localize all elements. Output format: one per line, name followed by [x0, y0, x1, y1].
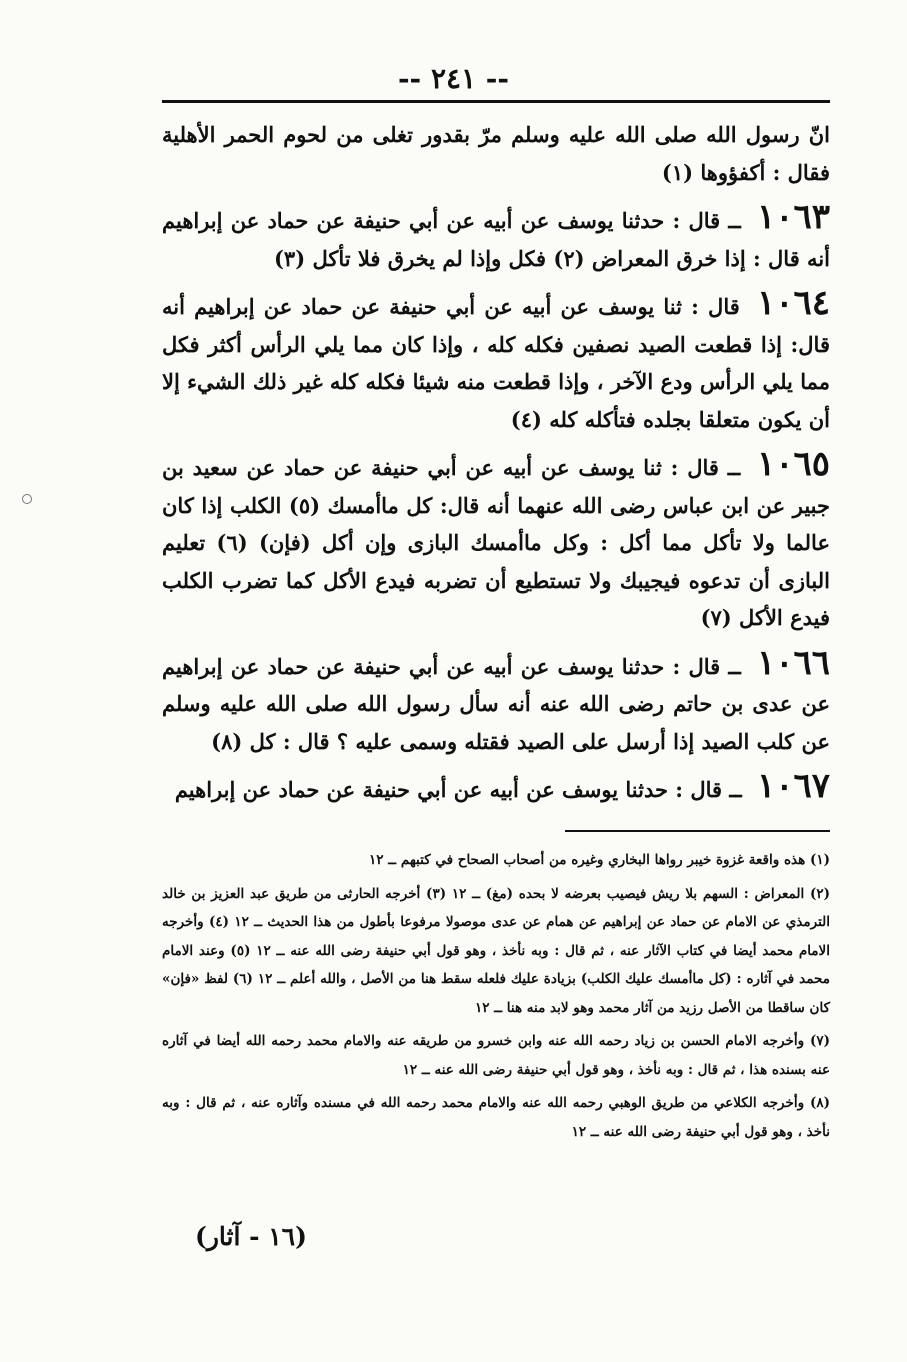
footnotes	[162, 846, 830, 1151]
header-rule	[162, 100, 830, 103]
footnote-rule	[565, 830, 830, 832]
footnote-1: (١) هذه واقعة غزوة خيبر رواها البخاري وغيره من أصحاب الصحاح في كتبهم ــ ١٢	[369, 852, 830, 868]
page-number: -- ٢٤١ --	[397, 62, 510, 95]
hadith-number: ١٠٦٤	[756, 283, 830, 323]
hadith-number: ١٠٦٦	[756, 642, 831, 683]
hadith-text: ــ قال : ثنا يوسف عن أبيه عن أبي حنيفة عن حماد عن سعيد بن جبير عن ابن عباس رضى الله عنهما أنه قال: كل ماأمسك (٥) الكلب إذا كان عالما ولا تأكل مما أكل : وكل ماأمسك البازى وإن أكل (فإن) (٦) تعليم البازى أن تدعوه فيجيبك ولا تستطيع أن تضربه فيدع الأكل كما تضرب الكلب فيدع الأكل (٧)	[162, 455, 830, 630]
hadith-text: ــ قال : حدثنا يوسف عن أبيه عن أبي حنيفة عن حماد عن إبراهيم أنه قال : إذا خرق المعراض (٢) فكل وإذا لم يخرق فلا تأكل (٣)	[162, 208, 830, 271]
binding-hole-mark	[22, 494, 32, 504]
hadith-continuation: انّ رسول الله صلى الله عليه وسلم مرّ بقدور تغلى من لحوم الحمر الأهلية فقال : أكفؤوها (١)	[162, 122, 830, 185]
hadith-number: ١٠٦٣	[756, 197, 831, 237]
hadith-text: قال : ثنا يوسف عن أبيه عن أبي حنيفة عن حماد عن إبراهيم أنه قال: إذا قطعت الصيد نصفين فكله كله ، وإذا كان مما يلي الرأس أكثر فكل مما يلي الرأس ودع الآخر ، وإذا قطعت منه شيئا فكله كله غير ذلك الشيء إلا أن يكون متعلقا بجلده فتأكله كله (٤)	[162, 294, 830, 432]
footnote-2-6: (٢) المعراض : السهم بلا ريش فيصيب بعرضه لا بحده (مغ) ــ ١٢ (٣) أخرجه الحارثى من طريق عبد العزيز بن خالد الترمذي عن الامام عن حماد عن إبراهيم عن همام عن عدى موصولا مرفوعا بأطول من هذا الحديث ــ ١٢ (٤) وأخرجه الامام محمد أيضا في كتاب الآثار عنه ، ثم قال : وبه نأخذ ، وهو قول أبي حنيفة رضى الله عنه ــ ١٢ (٥) وعند الامام محمد في آثاره : (كل ماأمسك عليك الكلب) بزيادة عليك فلعله سقط هنا من الأصل ، والله أعلم ــ ١٢ (٦) لفظ «فإن» كان ساقطا من الأصل رزيد من آثار محمد وهو لابد منه هنا ــ ١٢	[162, 885, 831, 1016]
signature-mark: (١٦ - آثار)	[195, 1222, 307, 1251]
hadith-number: ١٠٦٧	[756, 766, 830, 806]
hadith-text: ــ قال : حدثنا يوسف عن أبيه عن أبي حنيفة عن حماد عن إبراهيم	[174, 777, 742, 802]
hadith-1066	[162, 642, 831, 761]
main-text	[162, 116, 830, 817]
hadith-number: ١٠٦٥	[756, 444, 831, 484]
hadith-text: ــ قال : حدثنا يوسف عن أبيه عن أبي حنيفة عن حماد عن إبراهيم عن عدى بن حاتم رضى الله عنه أنه سأل رسول الله صلى الله عليه وسلم عن كلب الصيد إذا أرسل على الصيد فقتله وسمى عليه ؟ قال : كل (٨)	[162, 653, 830, 754]
hadith-1065	[162, 446, 830, 637]
footnote-8: (٨) وأخرجه الكلاعي من طريق الوهبي رحمه الله عنه والامام محمد رحمه الله في مسنده وآثاره عنه ، ثم قال : وبه نأخذ ، وهو قول أبي حنيفة رضى الله عنه ــ ١٢	[162, 1095, 830, 1140]
hadith-1063	[162, 199, 830, 277]
hadith-1064	[162, 285, 830, 438]
hadith-1067	[162, 768, 830, 809]
footnote-7: (٧) وأخرجه الامام الحسن بن زياد رحمه الله عنه وابن خسرو من طريقه عنه والامام محمد رحمه الله أيضا في آثاره عنه بسنده هذا ، ثم قال : وبه نأخذ ، وهو قول أبي حنيفة رضى الله عنه ــ ١٢	[162, 1033, 830, 1078]
